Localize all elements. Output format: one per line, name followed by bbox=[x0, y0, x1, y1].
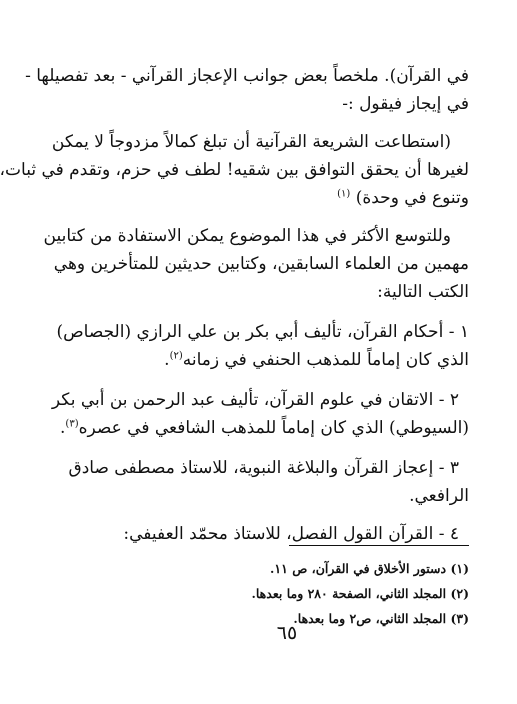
text-line: وللتوسع الأكثر في هذا الموضوع يمكن الاستفادة من كتابين bbox=[43, 226, 451, 246]
list-item-line: الرافعي. bbox=[409, 486, 469, 506]
footnote-ref: (١) bbox=[337, 188, 351, 200]
list-item-text: الذي كان إماماً للمذهب الحنفي في زمانه bbox=[182, 350, 469, 370]
footnote: (١) دستور الأخلاق في القرآن، ص ١١. bbox=[270, 561, 469, 576]
list-item-line: الذي كان إماماً للمذهب الحنفي في زمانه$^{(٢)}$. bbox=[164, 350, 469, 370]
footnote-ref: (٣) bbox=[65, 418, 79, 430]
text-line: في القرآن). ملخصاً بعض جوانب الإعجاز القرآني - بعد تفصيلها - bbox=[25, 66, 469, 86]
list-item-line: (السيوطي) الذي كان إماماً للمذهب الشافعي في عصره$^{(٣)}$. bbox=[60, 418, 469, 438]
footnote-divider bbox=[289, 545, 469, 546]
list-item-line: ١ - أحكام القرآن، تأليف أبي بكر بن علي الرازي (الجصاص) bbox=[56, 322, 469, 342]
list-item-text: (السيوطي) الذي كان إماماً للمذهب الشافعي في عصره bbox=[78, 418, 469, 438]
quote-line bbox=[97, 184, 469, 212]
list-item-line: ٣ - إعجاز القرآن والبلاغة النبوية، للاستاذ مصطفى صادق bbox=[68, 458, 459, 478]
text-line: في إيجاز فيقول :- bbox=[342, 94, 469, 114]
quote-line: لغيرها أن يحقق التوافق بين شقيه! لطف في حزم، وتقدم في ثبات، bbox=[0, 160, 469, 180]
text-line: الكتب التالية: bbox=[377, 282, 469, 302]
quote-line-text: وتنوع في وحدة) bbox=[355, 188, 469, 208]
list-item-line: ٢ - الاتقان في علوم القرآن، تأليف عبد الرحمن بن أبي بكر bbox=[51, 390, 459, 410]
footnote-ref: (٢) bbox=[169, 350, 183, 362]
quote-line: (استطاعت الشريعة القرآنية أن تبلغ كمالاً مزدوجاً لا يمكن bbox=[51, 132, 451, 152]
footnotes bbox=[97, 556, 469, 631]
footnote: (٣) المجلد الثاني، ص٢ وما بعدها. bbox=[293, 611, 469, 626]
footnote: (٢) المجلد الثاني، الصفحة ٢٨٠ وما بعدها. bbox=[251, 586, 469, 601]
text-line: مهمين من العلماء السابقين، وكتابين حديثين للمتأخرين وهي bbox=[53, 254, 469, 274]
list-item-line: ٤ - القرآن القول الفصل، للاستاذ محمّد العفيفي: bbox=[123, 524, 459, 544]
main-text bbox=[0, 62, 469, 548]
page-number: ٦٥ bbox=[276, 622, 298, 644]
